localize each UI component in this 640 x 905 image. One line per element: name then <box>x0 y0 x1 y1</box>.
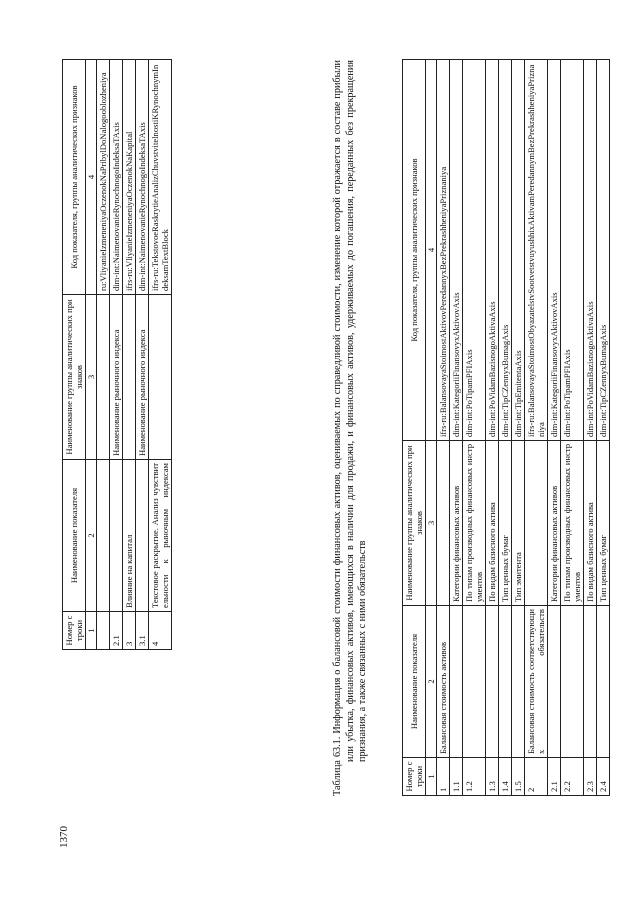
indicator-name <box>548 606 561 758</box>
table-row <box>486 60 499 796</box>
table-row <box>597 60 610 796</box>
table-63-1 <box>402 59 610 796</box>
table-row <box>97 60 110 650</box>
group-name <box>97 295 110 460</box>
column-index: 1 <box>86 612 97 650</box>
table-caption <box>332 60 370 796</box>
indicator-code: dim-int:NaimenovanieRynochnogoIndeksaTAxis <box>136 60 149 295</box>
group-name: По видам базисного актива <box>584 441 597 606</box>
indicator-name <box>499 606 512 758</box>
table-row <box>450 60 463 796</box>
table-row <box>149 60 172 650</box>
row-number: 2.1 <box>548 758 561 796</box>
row-number: 3 <box>123 612 136 650</box>
indicator-name <box>136 460 149 612</box>
indicator-code: dim-int:PoTipamPFIAxis <box>463 60 486 441</box>
indicator-name <box>561 606 584 758</box>
column-index-row <box>426 60 437 796</box>
indicator-code: dim-int:KategoriiFinansovyxAktivovAxis <box>548 60 561 441</box>
indicator-name <box>584 606 597 758</box>
indicator-code: dim-int:PoTipamPFIAxis <box>561 60 584 441</box>
group-name <box>123 295 136 460</box>
table-header-row <box>403 60 426 796</box>
group-name: Наименование рыночного индекса <box>136 295 149 460</box>
indicator-code: dim-int:TipCZennyxBumagAxis <box>597 60 610 441</box>
group-name <box>149 295 172 460</box>
column-index: 1 <box>426 758 437 796</box>
table-row <box>437 60 450 796</box>
indicator-name <box>97 460 110 612</box>
group-name: По видам базисного актива <box>486 441 499 606</box>
group-name: По типам производных финансовых инструментов <box>561 441 584 606</box>
row-number: 1 <box>437 758 450 796</box>
indicator-name <box>597 606 610 758</box>
column-index: 3 <box>86 295 97 460</box>
row-number: 1.2 <box>463 758 486 796</box>
row-number: 2 <box>525 758 548 796</box>
table-row <box>110 60 123 650</box>
page-number: 1370 <box>58 826 70 848</box>
table-row <box>136 60 149 650</box>
indicator-code: ru:VliyanieIzmeneniyaOczenokNaPribylDoNalogooblozheniya <box>97 60 110 295</box>
indicator-name <box>486 606 499 758</box>
indicator-name: Текстовое раскрытие. Анализ чувствительности к рыночным индексам <box>149 460 172 612</box>
table-row <box>548 60 561 796</box>
table-row <box>463 60 486 796</box>
table-row <box>123 60 136 650</box>
indicator-code: dim-int:KategoriiFinansovyxAktivovAxis <box>450 60 463 441</box>
indicator-name <box>110 460 123 612</box>
row-number: 1.5 <box>512 758 525 796</box>
indicator-name <box>450 606 463 758</box>
indicator-code: dim-int:TipCZennyxBumagAxis <box>499 60 512 441</box>
column-index: 4 <box>426 60 437 441</box>
header-row-number: Номер строки <box>403 758 426 796</box>
indicator-code: dim-int:TipEmitentaAxis <box>512 60 525 441</box>
group-name: Наименование рыночного индекса <box>110 295 123 460</box>
row-number <box>97 612 110 650</box>
header-code: Код показателя, группы аналитических признаков <box>63 60 86 295</box>
row-number: 2.2 <box>561 758 584 796</box>
indicator-name <box>463 606 486 758</box>
column-index: 2 <box>426 606 437 758</box>
header-group-name: Наименование группы аналитических признаков <box>403 441 426 606</box>
row-number: 1.4 <box>499 758 512 796</box>
indicator-code: ifrs-ru:VliyanieIzmeneniyaOczenokNaKapital <box>123 60 136 295</box>
group-name <box>437 441 450 606</box>
column-index: 2 <box>86 460 97 612</box>
group-name: Категории финансовых активов <box>548 441 561 606</box>
table-row <box>499 60 512 796</box>
rotated-content <box>40 30 610 860</box>
indicator-code: ifrs-ru:BalansovayaStoimostObyazatelstvSootvetstvuyushhixAktivamPeredannymBezPrekrashheniyaPriznaniya <box>525 60 548 441</box>
indicator-code: dim-int:NaimenovanieRynochnogoIndeksaTAxis <box>110 60 123 295</box>
group-name: Категории финансовых активов <box>450 441 463 606</box>
header-code: Код показателя, группы аналитических признаков <box>403 60 426 441</box>
row-number: 4 <box>149 612 172 650</box>
header-group-name: Наименование группы аналитических признаков <box>63 295 86 460</box>
indicator-code: dim-int:PoVidamBazisnogoAktivaAxis <box>486 60 499 441</box>
group-name: Тип эмитента <box>512 441 525 606</box>
column-index: 3 <box>426 441 437 606</box>
row-number: 2.1 <box>110 612 123 650</box>
indicator-code: dim-int:PoVidamBazisnogoAktivaAxis <box>584 60 597 441</box>
table-row <box>512 60 525 796</box>
table-row <box>525 60 548 796</box>
group-name: Тип ценных бумаг <box>499 441 512 606</box>
row-number: 2.3 <box>584 758 597 796</box>
indicator-name: Балансовая стоимость соответствующих обязательств <box>525 606 548 758</box>
indicator-name: Влияние на капитал <box>123 460 136 612</box>
table-row <box>584 60 597 796</box>
row-number: 3.1 <box>136 612 149 650</box>
table-header-row <box>63 60 86 650</box>
group-name: Тип ценных бумаг <box>597 441 610 606</box>
indicator-code: ifrs-ru:BalansovayaStoimostAktivovPeredannyxBezPrekrashheniyaPriznaniya <box>437 60 450 441</box>
column-index-row <box>86 60 97 650</box>
column-index: 4 <box>86 60 97 295</box>
indicator-name <box>512 606 525 758</box>
table-row <box>561 60 584 796</box>
row-number: 1.3 <box>486 758 499 796</box>
group-name <box>525 441 548 606</box>
indicator-code: ifrs-ru:TekstovoeRaskrytieAnalizChuvstvitelnostiKRynochnymIndeksamTextBlock <box>149 60 172 295</box>
header-indicator-name: Наименование показателя <box>63 460 86 612</box>
caption-title: Таблица 63.1. Информация о балансовой стоимости финансовых активов, оцениваемых по справедливой стоимости, изменение которой отражается в составе прибыли или убытка, финансовых активов, имеющихся в наличии для продажи, и финансовых активов, удерживаемых до погашения, переданных без прекращения признания, а также связанных с ними обязательств <box>332 60 368 796</box>
indicator-name: Балансовая стоимость активов <box>437 606 450 758</box>
table-continuation <box>62 59 172 650</box>
row-number: 1.1 <box>450 758 463 796</box>
group-name: По типам производных финансовых инструментов <box>463 441 486 606</box>
row-number: 2.4 <box>597 758 610 796</box>
header-row-number: Номер строки <box>63 612 86 650</box>
header-indicator-name: Наименование показателя <box>403 606 426 758</box>
